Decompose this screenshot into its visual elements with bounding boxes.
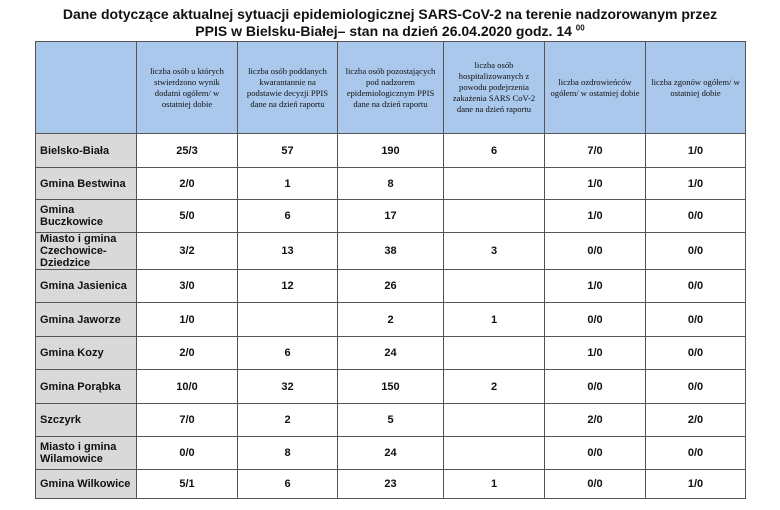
cell-hospitalized: 1 (444, 303, 545, 337)
cell-supervision: 150 (338, 370, 444, 404)
cell-recovered: 0/0 (545, 470, 646, 499)
cell-hospitalized: 6 (444, 134, 545, 168)
cell-positive: 2/0 (137, 337, 238, 370)
cell-quarantine: 2 (238, 404, 338, 437)
cell-positive: 7/0 (137, 404, 238, 437)
cell-deaths: 1/0 (646, 134, 746, 168)
page-title (0, 6, 780, 40)
cell-positive: 0/0 (137, 437, 238, 470)
title-line-1: Dane dotyczące aktualnej sytuacji epidemiologicznej SARS-CoV-2 na terenie nadzorowanym przez (62, 6, 718, 22)
table-row (36, 134, 746, 168)
cell-recovered: 1/0 (545, 168, 646, 200)
table-row (36, 168, 746, 200)
cell-supervision: 26 (338, 270, 444, 303)
cell-deaths: 1/0 (646, 168, 746, 200)
row-region-name: Gmina Porąbka (36, 370, 137, 404)
cell-supervision: 23 (338, 470, 444, 499)
epidemiological-table (35, 41, 746, 499)
cell-hospitalized (444, 404, 545, 437)
cell-quarantine: 57 (238, 134, 338, 168)
table-row (36, 470, 746, 499)
cell-positive: 5/1 (137, 470, 238, 499)
cell-supervision: 24 (338, 437, 444, 470)
row-region-name: Gmina Wilkowice (36, 470, 137, 499)
cell-deaths: 2/0 (646, 404, 746, 437)
table-header-row (36, 42, 746, 134)
cell-hospitalized (444, 337, 545, 370)
cell-hospitalized: 2 (444, 370, 545, 404)
cell-positive: 2/0 (137, 168, 238, 200)
cell-recovered: 0/0 (545, 233, 646, 270)
cell-supervision: 8 (338, 168, 444, 200)
title-time-superscript: 00 (575, 23, 585, 33)
cell-positive: 5/0 (137, 200, 238, 233)
row-region-name: Gmina Jasienica (36, 270, 137, 303)
cell-deaths: 0/0 (646, 233, 746, 270)
cell-recovered: 0/0 (545, 437, 646, 470)
cell-quarantine: 6 (238, 337, 338, 370)
cell-quarantine: 13 (238, 233, 338, 270)
cell-deaths: 0/0 (646, 270, 746, 303)
row-region-name: Miasto i gmina Czechowice-Dziedzice (36, 233, 137, 270)
cell-hospitalized (444, 437, 545, 470)
cell-quarantine (238, 303, 338, 337)
cell-supervision: 38 (338, 233, 444, 270)
column-header-quarantine: liczba osób poddanych kwarantannie na podstawie decyzji PPIS dane na dzień raportu (238, 42, 338, 134)
table-row (36, 437, 746, 470)
row-region-name: Gmina Jaworze (36, 303, 137, 337)
row-region-name: Gmina Buczkowice (36, 200, 137, 233)
cell-supervision: 2 (338, 303, 444, 337)
cell-quarantine: 1 (238, 168, 338, 200)
cell-recovered: 0/0 (545, 303, 646, 337)
cell-recovered: 1/0 (545, 337, 646, 370)
cell-quarantine: 12 (238, 270, 338, 303)
row-region-name: Gmina Bestwina (36, 168, 137, 200)
table-row (36, 370, 746, 404)
cell-deaths: 0/0 (646, 200, 746, 233)
cell-recovered: 7/0 (545, 134, 646, 168)
cell-hospitalized (444, 168, 545, 200)
column-header-region (36, 42, 137, 134)
row-region-name: Gmina Kozy (36, 337, 137, 370)
cell-recovered: 1/0 (545, 270, 646, 303)
cell-quarantine: 32 (238, 370, 338, 404)
column-header-positive: liczba osób u których stwierdzono wynik dodatni ogółem/ w ostatniej dobie (137, 42, 238, 134)
table-row (36, 233, 746, 270)
cell-hospitalized: 3 (444, 233, 545, 270)
cell-supervision: 5 (338, 404, 444, 437)
cell-deaths: 1/0 (646, 470, 746, 499)
cell-positive: 1/0 (137, 303, 238, 337)
cell-hospitalized (444, 270, 545, 303)
cell-positive: 10/0 (137, 370, 238, 404)
cell-quarantine: 6 (238, 470, 338, 499)
cell-supervision: 190 (338, 134, 444, 168)
cell-positive: 3/0 (137, 270, 238, 303)
cell-supervision: 24 (338, 337, 444, 370)
column-header-deaths: liczba zgonów ogółem/ w ostatniej dobie (646, 42, 746, 134)
column-header-supervision: liczba osób pozostających pod nadzorem epidemiologicznym PPIS dane na dzień raportu (338, 42, 444, 134)
cell-recovered: 0/0 (545, 370, 646, 404)
cell-hospitalized: 1 (444, 470, 545, 499)
cell-deaths: 0/0 (646, 437, 746, 470)
cell-positive: 25/3 (137, 134, 238, 168)
title-line-2 (0, 23, 780, 40)
table-row (36, 404, 746, 437)
cell-hospitalized (444, 200, 545, 233)
cell-recovered: 2/0 (545, 404, 646, 437)
table-row (36, 200, 746, 233)
table-row (36, 303, 746, 337)
row-region-name: Szczyrk (36, 404, 137, 437)
row-region-name: Miasto i gmina Wilamowice (36, 437, 137, 470)
cell-positive: 3/2 (137, 233, 238, 270)
column-header-recovered: liczba ozdrowieńców ogółem/ w ostatniej dobie (545, 42, 646, 134)
table-row (36, 337, 746, 370)
cell-quarantine: 8 (238, 437, 338, 470)
cell-deaths: 0/0 (646, 337, 746, 370)
column-header-hospitalized: liczba osób hospitalizowanych z powodu podejrzenia zakażenia SARS CoV-2 dane na dzień raportu (444, 42, 545, 134)
cell-deaths: 0/0 (646, 370, 746, 404)
table-body (36, 134, 746, 499)
row-region-name: Bielsko-Biała (36, 134, 137, 168)
cell-recovered: 1/0 (545, 200, 646, 233)
cell-supervision: 17 (338, 200, 444, 233)
cell-quarantine: 6 (238, 200, 338, 233)
cell-deaths: 0/0 (646, 303, 746, 337)
title-line-2-text: PPIS w Bielsku-Białej– stan na dzień 26.04.2020 godz. 14 (195, 23, 572, 39)
table-row (36, 270, 746, 303)
